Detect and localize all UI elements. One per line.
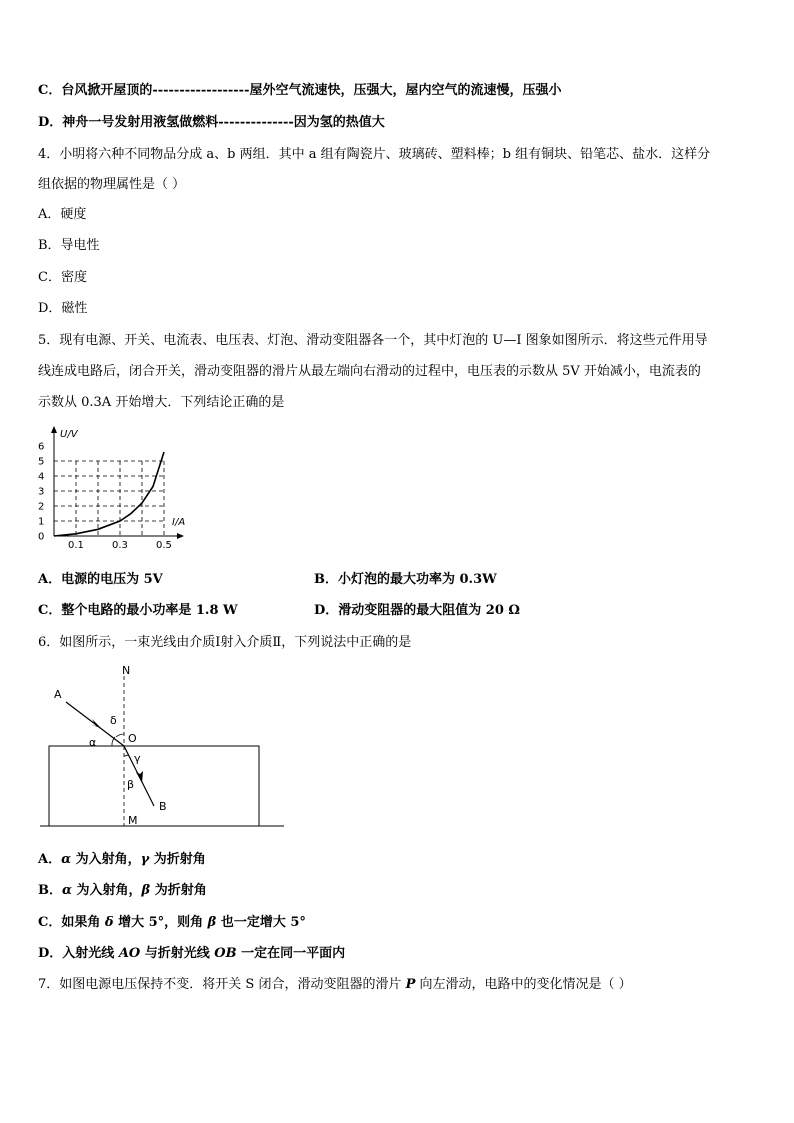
- q5-option-c: C．整个电路的最小功率是 1.8 W: [38, 603, 238, 618]
- q6-option-d: D．入射光线 AO 与折射光线 OB 一定在同一平面内: [38, 946, 346, 961]
- x-tick-label: 0.1: [68, 540, 84, 551]
- q3-option-c: C．台风掀开屋顶的------------------屋外空气流速快，压强大，屋内空气的流速慢，压强小: [38, 83, 562, 98]
- q5-option-a: A．电源的电压为 5V: [38, 572, 163, 587]
- y-tick-label: 1: [38, 516, 45, 528]
- y-tick-label: 0: [38, 531, 45, 543]
- q4-option-c: C．密度: [38, 270, 87, 285]
- refracted-arrow-icon: [136, 771, 143, 783]
- label-m: M: [128, 814, 138, 827]
- q4-stem-line-1: 4．小明将六种不同物品分成 a、b 两组．其中 a 组有陶瓷片、玻璃砖、塑料棒；b 组有铜块、铅笔芯、盐水．这样分: [38, 147, 711, 162]
- y-tick-label: 4: [38, 471, 45, 483]
- q5-stem-line-2: 线连成电路后，闭合开关，滑动变阻器的滑片从最左端向右滑动的过程中，电压表的示数从 5V 开始减小，电流表的: [38, 364, 701, 379]
- q4-option-b: B．导电性: [38, 238, 100, 253]
- delta-arc: [116, 734, 124, 737]
- q6-option-c: C．如果角 δ 增大 5°，则角 β 也一定增大 5°: [38, 915, 306, 930]
- u-i-curve: [54, 452, 164, 536]
- q7-stem: 7．如图电源电压保持不变．将开关 S 闭合，滑动变阻器的滑片 P 向左滑动，电路中的变化情况是（ ）: [38, 977, 632, 992]
- label-alpha: α: [89, 736, 97, 749]
- x-axis-label: I/A: [172, 517, 186, 528]
- label-b: B: [159, 800, 167, 813]
- y-tick-label: 2: [38, 501, 45, 513]
- x-tick-label: 0.5: [156, 540, 172, 551]
- q4-stem-line-2: 组依据的物理属性是（ ）: [38, 177, 186, 192]
- q4-option-d: D．磁性: [38, 301, 88, 316]
- q6-option-b: B．α 为入射角，β 为折射角: [38, 883, 207, 898]
- q6-stem: 6．如图所示，一束光线由介质Ⅰ射入介质Ⅱ，下列说法中正确的是: [38, 635, 412, 650]
- q5-option-d: D．滑动变阻器的最大阻值为 20 Ω: [314, 603, 520, 618]
- label-gamma: γ: [134, 752, 141, 765]
- u-i-chart: [30, 424, 200, 552]
- y-tick-label: 5: [38, 456, 45, 468]
- chart-tick-labels: [38, 442, 172, 552]
- label-beta: β: [127, 778, 135, 791]
- q5-option-b: B．小灯泡的最大功率为 0.3W: [314, 572, 497, 587]
- gamma-arc: [124, 755, 128, 756]
- medium-block: [49, 746, 259, 826]
- q4-option-a: A．硬度: [38, 207, 87, 222]
- label-n: N: [122, 664, 131, 677]
- x-tick-label: 0.3: [112, 540, 128, 551]
- y-axis-label: U/V: [60, 429, 78, 440]
- y-axis-arrow-icon: [51, 426, 57, 433]
- q5-stem-line-1: 5．现有电源、开关、电流表、电压表、灯泡、滑动变阻器各一个，其中灯泡的 U—I 图象如图所示．将这些元件用导: [38, 333, 708, 348]
- label-a: A: [54, 688, 62, 701]
- q3-option-d: D．神舟一号发射用液氢做燃料--------------因为氢的热值大: [38, 115, 385, 130]
- label-delta: δ: [110, 714, 117, 727]
- y-tick-label: 6: [38, 441, 45, 453]
- q6-option-a: A．α 为入射角，γ 为折射角: [38, 852, 206, 867]
- label-o: O: [128, 732, 137, 745]
- refraction-diagram: [36, 662, 288, 832]
- x-axis-arrow-icon: [177, 533, 184, 539]
- y-tick-label: 3: [38, 486, 45, 498]
- q5-stem-line-3: 示数从 0.3A 开始增大．下列结论正确的是: [38, 395, 285, 410]
